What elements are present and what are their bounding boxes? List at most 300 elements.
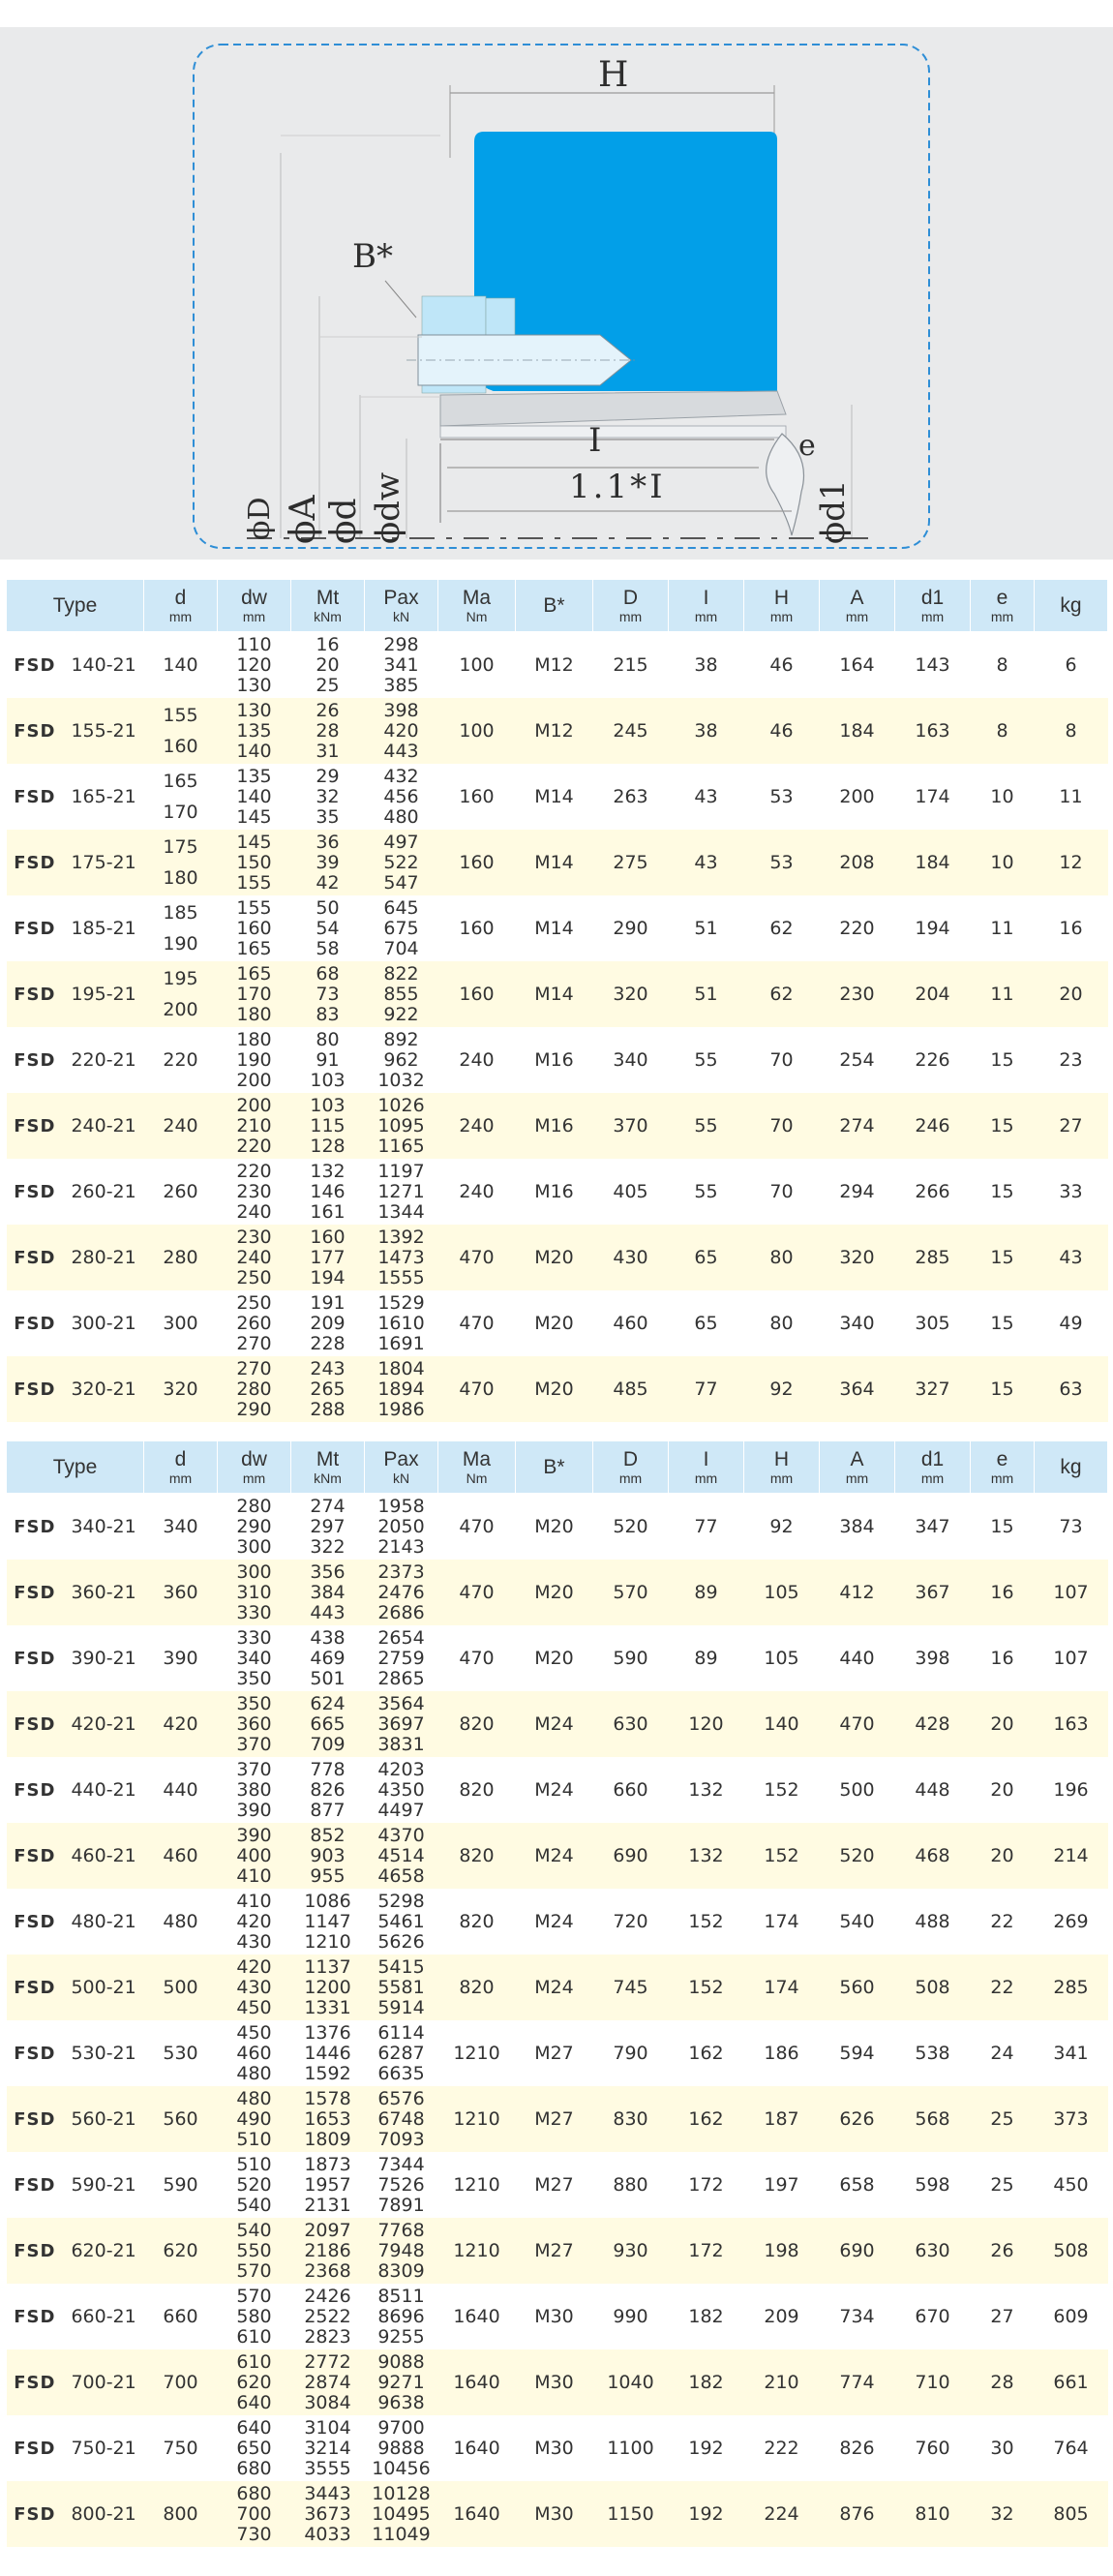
header-unit: mm (845, 609, 869, 624)
cell-b: M24 (516, 1955, 593, 2020)
column-header-dw (218, 1441, 291, 1494)
cell-a: 184 (820, 698, 895, 764)
cell-ma: 820 (438, 1823, 516, 1889)
type-code: 800-21 (71, 2503, 136, 2525)
cell-d: 530 (144, 2020, 218, 2086)
cell-pax (365, 1093, 438, 1159)
type-prefix: FSD (14, 1978, 56, 1998)
cell-pax (365, 1889, 438, 1955)
cell-mt-value: 83 (316, 1003, 340, 1025)
cell-mt (291, 1757, 365, 1823)
cell-h: 222 (744, 2415, 820, 2481)
cell-dw-value: 540 (236, 2194, 272, 2216)
label-h: H (598, 55, 629, 95)
cell-pax-value: 2143 (377, 1535, 425, 1558)
cell-d: 405 (593, 1159, 669, 1225)
cell-pax-value: 7093 (377, 2128, 425, 2150)
cell-dw-value: 280 (236, 1378, 272, 1400)
header-label: e (996, 587, 1008, 609)
cell-h: 186 (744, 2020, 820, 2086)
cell-d: 290 (593, 895, 669, 961)
cell-mt-value: 128 (310, 1135, 346, 1157)
cell-i: 38 (669, 632, 744, 699)
cell-pax-value: 4514 (377, 1844, 425, 1866)
header-label: d (174, 1448, 187, 1470)
cell-dw (218, 2020, 291, 2086)
cell-dw-value: 120 (236, 653, 272, 676)
cell-d: 660 (144, 2284, 218, 2349)
cell-b: M27 (516, 2086, 593, 2152)
cell-b: M30 (516, 2284, 593, 2349)
type-cell (7, 632, 144, 699)
cell-pax (365, 1027, 438, 1093)
cell-e: 20 (971, 1691, 1035, 1757)
cell-pax-value: 1804 (377, 1357, 425, 1379)
cell-a: 384 (820, 1494, 895, 1561)
cell-mt-value: 1210 (304, 1930, 351, 1953)
cell-d (144, 895, 218, 961)
cell-mt-value: 1592 (304, 2062, 351, 2084)
cell-d1: 367 (895, 1560, 971, 1625)
header-unit: mm (618, 1470, 643, 1486)
cell-dw-value: 370 (236, 1758, 272, 1780)
header-unit: mm (769, 1470, 794, 1486)
cell-pax-value: 1610 (377, 1312, 425, 1334)
cell-pax (365, 1356, 438, 1422)
cell-dw (218, 1290, 291, 1356)
cell-d: 430 (593, 1225, 669, 1290)
cell-d: 745 (593, 1955, 669, 2020)
table-row (7, 2020, 1108, 2086)
cell-mt-value: 103 (310, 1094, 346, 1116)
cell-e: 32 (971, 2481, 1035, 2547)
cell-e: 11 (971, 895, 1035, 961)
cell-pax (365, 1159, 438, 1225)
table-row (7, 1225, 1108, 1290)
cell-mt-value: 177 (310, 1246, 346, 1268)
cell-pax-value: 1986 (377, 1398, 425, 1420)
cell-i: 162 (669, 2020, 744, 2086)
cell-pax-value: 8309 (377, 2259, 425, 2282)
cell-e: 15 (971, 1494, 1035, 1561)
header-label: Mt (316, 1448, 340, 1470)
cell-i: 77 (669, 1356, 744, 1422)
cell-a: 470 (820, 1691, 895, 1757)
table-header-row (7, 1441, 1108, 1494)
cell-d: 750 (144, 2415, 218, 2481)
cell-pax-value: 9888 (377, 2437, 425, 2459)
type-prefix: FSD (14, 2044, 56, 2064)
cell-dw (218, 2152, 291, 2218)
cell-pax (365, 2218, 438, 2284)
cell-ma: 240 (438, 1027, 516, 1093)
b-star-leader (385, 281, 416, 318)
cell-dw-value: 700 (236, 2502, 272, 2525)
cell-mt-value: 2823 (304, 2325, 351, 2348)
type-cell (7, 764, 144, 830)
cell-a: 658 (820, 2152, 895, 2218)
column-header-d (144, 1441, 218, 1494)
cell-pax-value: 7526 (377, 2173, 425, 2196)
cell-pax (365, 2086, 438, 2152)
cell-mt-value: 39 (316, 851, 340, 873)
cell-pax-value: 1197 (377, 1160, 425, 1182)
cell-mt-value: 288 (310, 1398, 346, 1420)
cell-b: M14 (516, 895, 593, 961)
cell-pax-value: 4203 (377, 1758, 425, 1780)
cell-d1: 568 (895, 2086, 971, 2152)
cell-d: 360 (144, 1560, 218, 1625)
cell-e: 16 (971, 1560, 1035, 1625)
cell-a: 690 (820, 2218, 895, 2284)
cell-e: 15 (971, 1290, 1035, 1356)
cell-e: 26 (971, 2218, 1035, 2284)
table-row (7, 1093, 1108, 1159)
cell-d: 880 (593, 2152, 669, 2218)
cell-dw-value: 730 (236, 2523, 272, 2545)
cell-mt-value: 31 (316, 740, 340, 762)
cell-ma: 100 (438, 698, 516, 764)
type-cell (7, 1290, 144, 1356)
cell-a: 440 (820, 1625, 895, 1691)
cell-dw-value: 145 (236, 831, 272, 853)
cell-dw-value: 270 (236, 1332, 272, 1354)
cell-ma: 1640 (438, 2349, 516, 2415)
cell-pax-value: 7344 (377, 2153, 425, 2175)
cell-mt-value: 274 (310, 1495, 346, 1517)
header-label: dw (241, 1448, 267, 1470)
cell-kg: 609 (1035, 2284, 1108, 2349)
spec-table-1 (6, 579, 1108, 1422)
cell-dw-value: 650 (236, 2437, 272, 2459)
cell-b: M20 (516, 1290, 593, 1356)
header-unit: mm (168, 609, 193, 624)
cell-kg: 196 (1035, 1757, 1108, 1823)
cell-dw-value: 220 (236, 1160, 272, 1182)
cell-dw-value: 410 (236, 1890, 272, 1912)
type-code: 360-21 (71, 1582, 136, 1603)
cell-e: 25 (971, 2152, 1035, 2218)
cell-d: 620 (144, 2218, 218, 2284)
header-label: d1 (920, 1448, 945, 1470)
type-cell (7, 1159, 144, 1225)
cell-mt-value: 91 (316, 1048, 340, 1071)
cell-i: 182 (669, 2349, 744, 2415)
cell-dw-value: 510 (236, 2128, 272, 2150)
type-cell (7, 2349, 144, 2415)
cell-i: 55 (669, 1093, 744, 1159)
cell-pax-value: 704 (383, 937, 419, 959)
header-label: A (850, 1448, 864, 1470)
cell-dw (218, 1159, 291, 1225)
cell-dw-value: 510 (236, 2153, 272, 2175)
cell-dw-value: 360 (236, 1712, 272, 1735)
type-prefix: FSD (14, 853, 56, 873)
cell-pax (365, 1757, 438, 1823)
cell-mt-value: 3084 (304, 2391, 351, 2413)
header-label: A (850, 587, 864, 609)
cell-d: 590 (144, 2152, 218, 2218)
header-unit: mm (990, 609, 1014, 624)
cell-pax-value: 2686 (377, 1601, 425, 1623)
cell-ma: 820 (438, 1955, 516, 2020)
cell-pax-value: 5461 (377, 1910, 425, 1932)
cell-d1: 468 (895, 1823, 971, 1889)
cell-kg: 163 (1035, 1691, 1108, 1757)
cell-mt-value: 2186 (304, 2239, 351, 2261)
cell-mt (291, 2284, 365, 2349)
cell-pax (365, 632, 438, 699)
type-code: 300-21 (71, 1313, 136, 1334)
cell-a: 320 (820, 1225, 895, 1290)
type-prefix: FSD (14, 1248, 56, 1268)
cell-b: M24 (516, 1757, 593, 1823)
cell-pax-value: 6635 (377, 2062, 425, 2084)
table-row (7, 1889, 1108, 1955)
cell-mt-value: 58 (316, 937, 340, 959)
cell-pax-value: 1271 (377, 1180, 425, 1202)
type-code: 750-21 (71, 2438, 136, 2459)
cell-mt-value: 778 (310, 1758, 346, 1780)
cell-i: 43 (669, 764, 744, 830)
header-unit: Nm (466, 1470, 488, 1486)
cell-kg: 107 (1035, 1560, 1108, 1625)
cell-mt (291, 1027, 365, 1093)
table-row (7, 2152, 1108, 2218)
cell-b: M14 (516, 830, 593, 895)
table-row (7, 632, 1108, 699)
column-header-d1 (895, 580, 971, 632)
type-prefix: FSD (14, 1912, 56, 1932)
cell-pax-value: 5298 (377, 1890, 425, 1912)
cell-dw-value: 270 (236, 1357, 272, 1379)
type-code: 195-21 (71, 984, 136, 1005)
cell-dw-value: 350 (236, 1692, 272, 1714)
cell-d1: 428 (895, 1691, 971, 1757)
table-row (7, 1691, 1108, 1757)
header-label: D (622, 1448, 639, 1470)
cell-mt-value: 877 (310, 1799, 346, 1821)
cell-mt-value: 3104 (304, 2416, 351, 2439)
header-unit: kN (392, 1470, 410, 1486)
cell-dw (218, 2481, 291, 2547)
cell-i: 120 (669, 1691, 744, 1757)
cell-a: 294 (820, 1159, 895, 1225)
cell-a: 876 (820, 2481, 895, 2547)
type-code: 240-21 (71, 1115, 136, 1136)
cell-mt-value: 103 (310, 1069, 346, 1091)
cell-d: 790 (593, 2020, 669, 2086)
cell-h: 174 (744, 1889, 820, 1955)
cell-pax-value: 6576 (377, 2087, 425, 2109)
cell-e: 10 (971, 830, 1035, 895)
header-unit: mm (694, 1470, 718, 1486)
cell-dw (218, 2349, 291, 2415)
cell-e: 24 (971, 2020, 1035, 2086)
label-b-star: B* (352, 237, 393, 276)
cell-mt-value: 32 (316, 785, 340, 807)
header-unit: mm (242, 1470, 266, 1486)
cell-i: 51 (669, 961, 744, 1027)
cell-d: 320 (593, 961, 669, 1027)
cell-pax-value: 8511 (377, 2285, 425, 2307)
cell-e: 15 (971, 1225, 1035, 1290)
cell-dw-value: 170 (236, 983, 272, 1005)
header-unit: mm (920, 1470, 945, 1486)
cell-ma: 820 (438, 1889, 516, 1955)
cell-i: 38 (669, 698, 744, 764)
cell-mt (291, 1823, 365, 1889)
label-e: e (798, 429, 816, 463)
cell-d: 320 (144, 1356, 218, 1422)
cell-dw-value: 450 (236, 2021, 272, 2044)
type-cell (7, 1955, 144, 2020)
cell-h: 198 (744, 2218, 820, 2284)
cell-dw-value: 390 (236, 1824, 272, 1846)
cell-ma: 470 (438, 1225, 516, 1290)
cell-mt-value: 68 (316, 962, 340, 985)
type-prefix: FSD (14, 721, 56, 742)
cell-pax-value: 8696 (377, 2305, 425, 2327)
cell-dw-value: 240 (236, 1200, 272, 1223)
header-unit: mm (920, 609, 945, 624)
cell-mt (291, 1955, 365, 2020)
cell-dw-value: 680 (236, 2482, 272, 2504)
cell-pax-value: 5914 (377, 1996, 425, 2018)
cell-dw-value: 165 (236, 937, 272, 959)
type-code: 220-21 (71, 1049, 136, 1071)
cell-dw-value: 165 (236, 962, 272, 985)
cell-dw-value: 370 (236, 1733, 272, 1755)
cell-dw (218, 1691, 291, 1757)
type-prefix: FSD (14, 1846, 56, 1866)
cell-mt-value: 2368 (304, 2259, 351, 2282)
table-row (7, 2284, 1108, 2349)
type-cell (7, 1757, 144, 1823)
type-cell (7, 1093, 144, 1159)
header-unit: mm (618, 609, 643, 624)
cell-mt (291, 895, 365, 961)
type-code: 140-21 (71, 654, 136, 676)
cell-a: 774 (820, 2349, 895, 2415)
column-header-h (744, 1441, 820, 1494)
cell-mt-value: 35 (316, 805, 340, 828)
cell-pax (365, 830, 438, 895)
cell-mt (291, 1356, 365, 1422)
column-header-ma (438, 580, 516, 632)
cell-b: M30 (516, 2349, 593, 2415)
cell-pax-value: 11049 (372, 2523, 431, 2545)
cell-h: 80 (744, 1225, 820, 1290)
cell-ma: 1210 (438, 2218, 516, 2284)
column-header-kg (1035, 580, 1108, 632)
cell-i: 132 (669, 1823, 744, 1889)
cell-mt-value: 826 (310, 1778, 346, 1801)
cell-kg: 16 (1035, 895, 1108, 961)
cell-pax (365, 2152, 438, 2218)
type-cell (7, 1691, 144, 1757)
cell-mt (291, 2218, 365, 2284)
type-code: 530-21 (71, 2043, 136, 2064)
cell-pax-value: 1095 (377, 1114, 425, 1136)
header-label: Mt (316, 587, 340, 609)
cell-kg: 764 (1035, 2415, 1108, 2481)
cell-pax-value: 6748 (377, 2107, 425, 2130)
cell-dw-value: 200 (236, 1094, 272, 1116)
cell-dw-value: 460 (236, 2042, 272, 2064)
cell-dw (218, 2284, 291, 2349)
cell-e: 28 (971, 2349, 1035, 2415)
cell-dw-value: 290 (236, 1398, 272, 1420)
type-prefix: FSD (14, 1182, 56, 1202)
column-header-mt (291, 580, 365, 632)
cell-pax (365, 1823, 438, 1889)
cell-mt-value: 1873 (304, 2153, 351, 2175)
cell-h: 197 (744, 2152, 820, 2218)
header-label: Type (52, 1456, 98, 1478)
cell-b: M14 (516, 764, 593, 830)
cell-pax-value: 298 (383, 633, 419, 655)
cell-dw-value: 490 (236, 2107, 272, 2130)
cell-d: 390 (144, 1625, 218, 1691)
cell-mt (291, 698, 365, 764)
cell-i: 55 (669, 1027, 744, 1093)
table-row (7, 2481, 1108, 2547)
cell-mt-value: 438 (310, 1626, 346, 1649)
cell-mt-value: 297 (310, 1515, 346, 1537)
cell-d: 485 (593, 1356, 669, 1422)
cell-dw-value: 200 (236, 1069, 272, 1091)
cell-d-value: 190 (163, 933, 198, 955)
cell-i: 152 (669, 1955, 744, 2020)
cell-d (144, 764, 218, 830)
cell-pax-value: 1473 (377, 1246, 425, 1268)
cell-mt (291, 2349, 365, 2415)
cell-dw-value: 390 (236, 1799, 272, 1821)
cell-d1: 347 (895, 1494, 971, 1561)
cell-pax-value: 385 (383, 674, 419, 696)
cell-a: 560 (820, 1955, 895, 2020)
header-label: B* (543, 594, 565, 617)
cell-pax (365, 1560, 438, 1625)
cell-pax-value: 456 (383, 785, 419, 807)
type-prefix: FSD (14, 2439, 56, 2459)
cell-ma: 820 (438, 1691, 516, 1757)
header-label: kg (1060, 1456, 1082, 1478)
header-label: Type (52, 594, 98, 617)
cell-pax-value: 822 (383, 962, 419, 985)
cell-d-value: 195 (163, 968, 198, 989)
cell-d1: 710 (895, 2349, 971, 2415)
column-header-d1 (895, 1441, 971, 1494)
cell-mt-value: 1147 (304, 1910, 351, 1932)
cell-d-value: 185 (163, 902, 198, 924)
cell-mt-value: 1137 (304, 1955, 351, 1978)
type-code: 660-21 (71, 2306, 136, 2327)
cell-dw-value: 610 (236, 2325, 272, 2348)
cell-mt (291, 632, 365, 699)
header-unit: kNm (314, 609, 342, 624)
cell-pax-value: 2373 (377, 1561, 425, 1583)
cell-d1: 163 (895, 698, 971, 764)
cell-dw-value: 350 (236, 1667, 272, 1689)
cell-d1: 266 (895, 1159, 971, 1225)
cell-ma: 160 (438, 961, 516, 1027)
cell-dw (218, 698, 291, 764)
table-row (7, 1625, 1108, 1691)
type-code: 155-21 (71, 720, 136, 742)
cell-mt-value: 26 (316, 699, 340, 721)
